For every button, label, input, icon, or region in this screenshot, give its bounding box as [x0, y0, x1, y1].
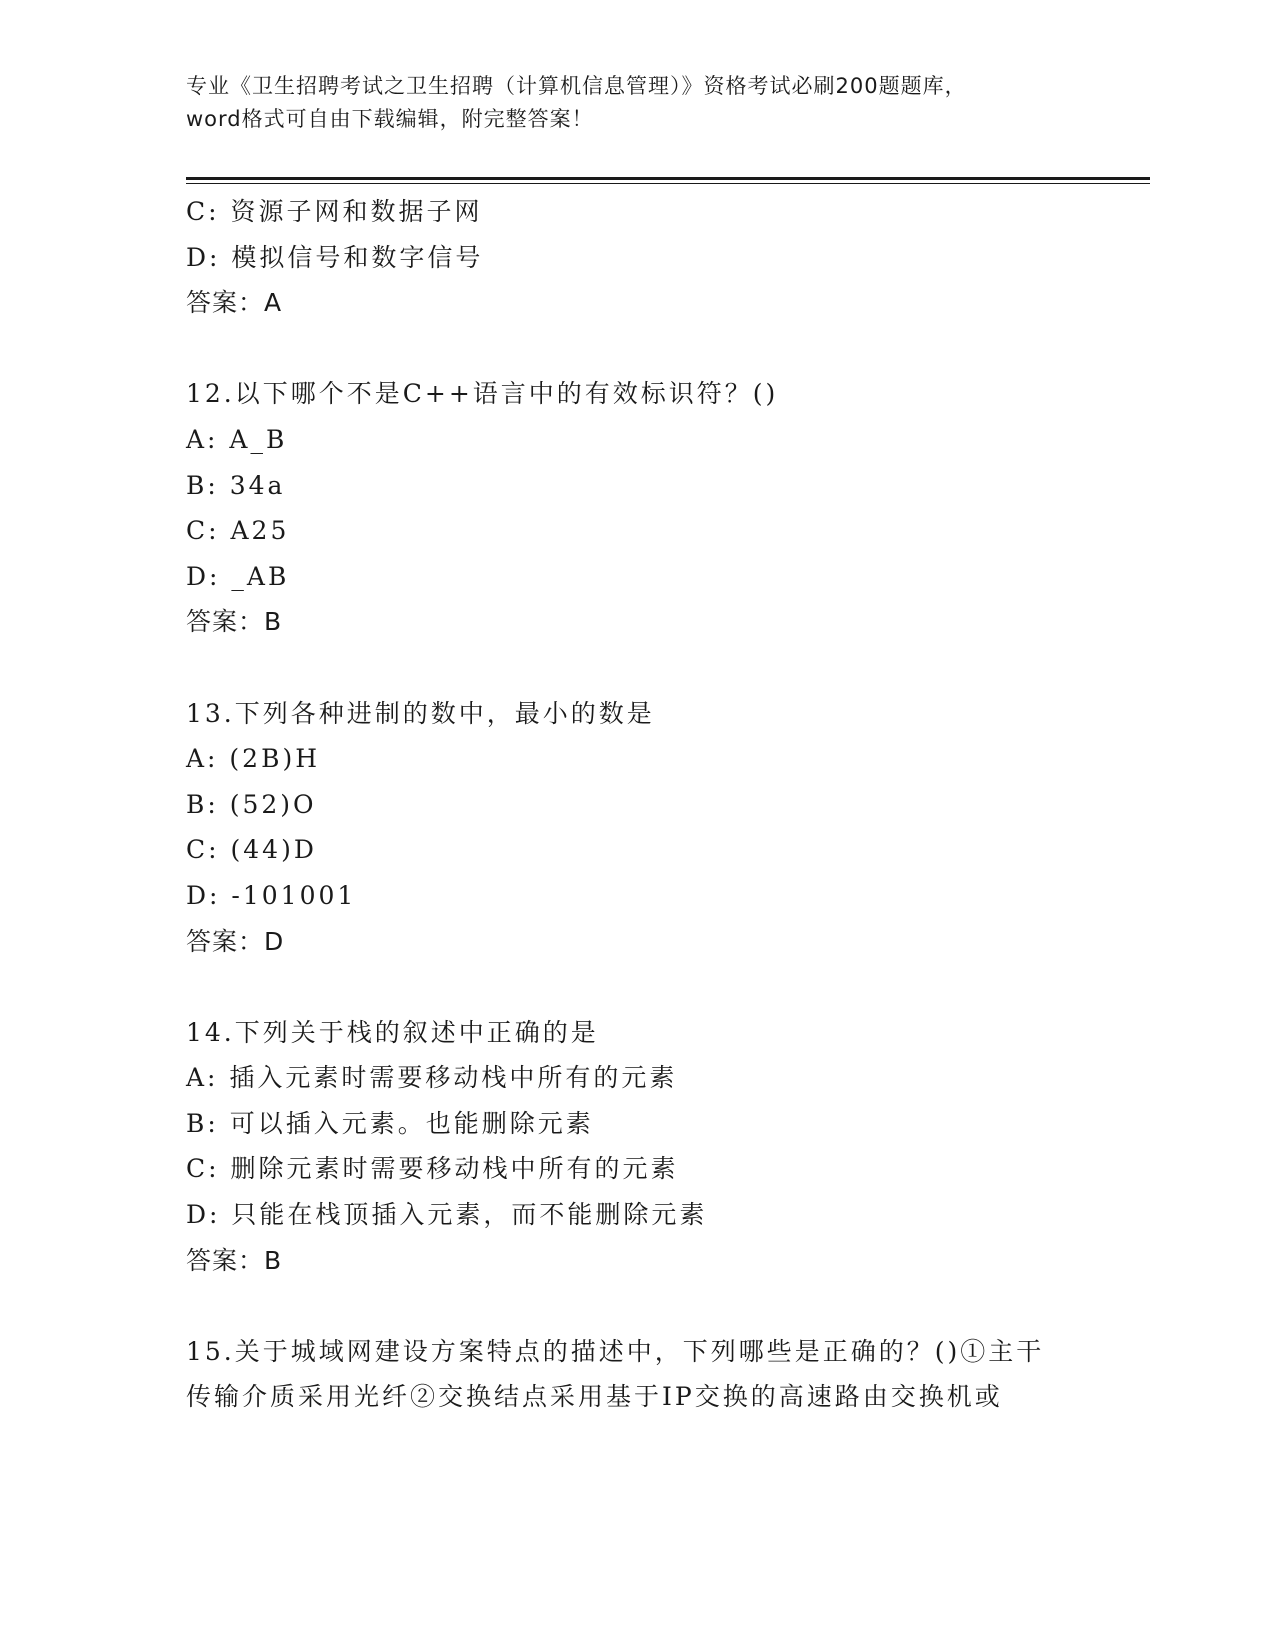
option-b: B: 可以插入元素。也能删除元素 — [186, 1108, 594, 1138]
question-stem-line-2: 传输介质采用光纤②交换结点采用基于IP交换的高速路由交换机或 — [186, 1382, 1003, 1412]
answer: 答案：D — [186, 926, 285, 956]
question-11-tail — [186, 189, 1086, 326]
question-12 — [186, 371, 1086, 645]
header-rule-thick — [186, 177, 1150, 180]
option-a: A: (2B)H — [186, 744, 321, 774]
header-line-1: 专业《卫生招聘考试之卫生招聘（计算机信息管理）》资格考试必刷200题题库， — [186, 74, 967, 98]
option-d: D: 模拟信号和数字信号 — [186, 242, 484, 272]
question-list — [186, 189, 1086, 1420]
question-stem: 12.以下哪个不是C++语言中的有效标识符？() — [186, 379, 779, 409]
question-15 — [186, 1329, 1086, 1420]
option-c: C: (44)D — [186, 835, 317, 865]
header-rule-thin — [186, 183, 1150, 184]
option-c: C: A25 — [186, 516, 290, 546]
answer: 答案：B — [186, 1245, 283, 1275]
option-b: B: 34a — [186, 470, 286, 500]
question-stem-line-1: 15.关于城域网建设方案特点的描述中，下列哪些是正确的？()①主干 — [186, 1336, 1045, 1366]
question-14 — [186, 1010, 1086, 1284]
answer: 答案：B — [186, 607, 283, 637]
option-c: C: 删除元素时需要移动栈中所有的元素 — [186, 1154, 679, 1184]
option-a: A: 插入元素时需要移动栈中所有的元素 — [186, 1063, 678, 1093]
option-b: B: (52)O — [186, 789, 317, 819]
option-d: D: 只能在栈顶插入元素，而不能删除元素 — [186, 1200, 708, 1230]
question-13 — [186, 691, 1086, 965]
option-a: A: A_B — [186, 424, 288, 454]
option-d: D: -101001 — [186, 880, 357, 910]
option-d: D: _AB — [186, 561, 290, 591]
option-c: C: 资源子网和数据子网 — [186, 197, 483, 226]
question-stem: 13.下列各种进制的数中，最小的数是 — [186, 698, 655, 728]
question-stem: 14.下列关于栈的叙述中正确的是 — [186, 1017, 599, 1047]
document-header — [186, 70, 1086, 136]
header-line-2: word格式可自由下载编辑，附完整答案！ — [186, 107, 594, 131]
answer: 答案：A — [186, 288, 283, 318]
